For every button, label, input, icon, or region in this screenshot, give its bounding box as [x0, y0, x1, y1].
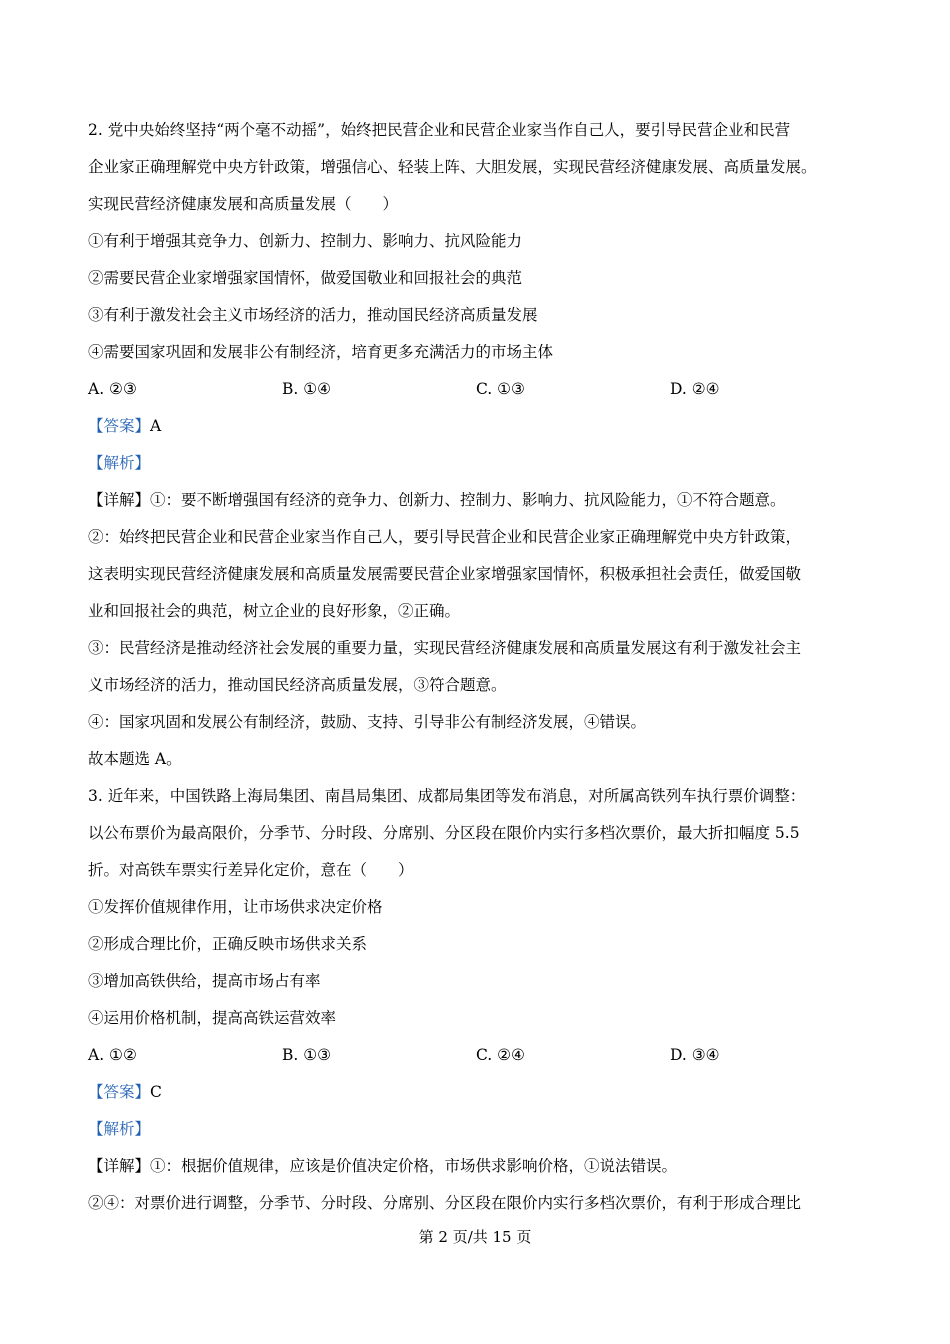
q3-detail-line-2: ②④：对票价进行调整，分季节、分时段、分席别、分区段在限价内实行多档次票价，有利于形成合理比 — [88, 1194, 802, 1212]
q2-detail-line-1 — [88, 482, 868, 519]
q2-statement-1: ①有利于增强其竞争力、创新力、控制力、影响力、抗风险能力 — [88, 232, 523, 250]
q2-statement-3: ③有利于激发社会主义市场经济的活力，推动国民经济高质量发展 — [88, 306, 538, 324]
q3-statement-2: ②形成合理比价，正确反映市场供求关系 — [88, 935, 368, 953]
q2-detail-line-4: 业和回报社会的典范，树立企业的良好形象，②正确。 — [88, 602, 461, 620]
q3-option-d: D. ③④ — [670, 1046, 720, 1064]
q3-stem-line-2: 以公布票价为最高限价，分季节、分时段、分席别、分区段在限价内实行多档次票价，最大折扣幅度 5.5 — [88, 824, 800, 842]
q3-detail-text-1: ①：根据价值规律，应该是价值决定价格，市场供求影响价格，①说法错误。 — [150, 1157, 678, 1175]
q3-option-a: A. ①② — [88, 1046, 137, 1064]
page-number-footer: 第 2 页/共 15 页 — [418, 1228, 532, 1246]
q2-detail-line-7: ④：国家巩固和发展公有制经济，鼓励、支持、引导非公有制经济发展，④错误。 — [88, 713, 647, 731]
question-2 — [88, 112, 868, 778]
q3-answer-tag: 【答案】 — [88, 1083, 151, 1101]
q2-answer-tag: 【答案】 — [88, 417, 151, 435]
q3-statement-3: ③增加高铁供给，提高市场占有率 — [88, 972, 321, 990]
q2-detail-line-3: 这表明实现民营经济健康发展和高质量发展需要民营企业家增强家国情怀，积极承担社会责任，做爱国敬 — [88, 565, 802, 583]
q2-option-c: C. ①③ — [476, 380, 525, 398]
q2-stem-line-3: 实现民营经济健康发展和高质量发展（ ） — [88, 195, 399, 213]
q2-answer-line — [88, 408, 868, 445]
q2-analysis-tag: 【解析】 — [88, 454, 151, 472]
q3-detail-tag: 【详解】 — [88, 1157, 151, 1175]
q3-answer-line — [88, 1074, 868, 1111]
q3-answer-value: C — [150, 1083, 162, 1101]
q2-statement-2: ②需要民营企业家增强家国情怀，做爱国敬业和回报社会的典范 — [88, 269, 523, 287]
q3-option-b: B. ①③ — [282, 1046, 332, 1064]
q2-statement-4: ④需要国家巩固和发展非公有制经济，培育更多充满活力的市场主体 — [88, 343, 554, 361]
q3-stem-line-3: 折。对高铁车票实行差异化定价，意在（ ） — [88, 861, 414, 879]
q2-analysis-line — [88, 445, 868, 482]
page-content — [88, 112, 868, 1222]
question-3 — [88, 778, 868, 1222]
q2-detail-line-5: ③：民营经济是推动经济社会发展的重要力量，实现民营经济健康发展和高质量发展这有利于激发社会主 — [88, 639, 802, 657]
q3-options — [88, 1037, 868, 1074]
q3-stem-line-1: 3. 近年来，中国铁路上海局集团、南昌局集团、成都局集团等发布消息，对所属高铁列车执行票价调整： — [88, 787, 806, 805]
q2-options — [88, 371, 868, 408]
q2-detail-text-1: ①：要不断增强国有经济的竞争力、创新力、控制力、影响力、抗风险能力，①不符合题意。 — [150, 491, 786, 509]
q2-conclusion: 故本题选 A。 — [88, 750, 182, 768]
q3-statement-4: ④运用价格机制，提高高铁运营效率 — [88, 1009, 337, 1027]
q3-statement-1: ①发挥价值规律作用，让市场供求决定价格 — [88, 898, 383, 916]
q3-analysis-line — [88, 1111, 868, 1148]
q2-answer-value: A — [150, 417, 162, 435]
q2-option-b: B. ①④ — [282, 380, 332, 398]
q2-detail-line-6: 义市场经济的活力，推动国民经济高质量发展，③符合题意。 — [88, 676, 507, 694]
q2-stem-line-1: 2. 党中央始终坚持“两个毫不动摇”，始终把民营企业和民营企业家当作自己人，要引导民营企业和民营 — [88, 121, 791, 139]
q3-option-c: C. ②④ — [476, 1046, 525, 1064]
q2-option-d: D. ②④ — [670, 380, 720, 398]
q3-detail-line-1 — [88, 1148, 868, 1185]
q2-detail-tag: 【详解】 — [88, 491, 151, 509]
q2-option-a: A. ②③ — [88, 380, 137, 398]
q2-stem-line-2: 企业家正确理解党中央方针政策，增强信心、轻装上阵、大胆发展，实现民营经济健康发展、高质量发展。 — [88, 158, 817, 176]
q2-detail-line-2: ②：始终把民营企业和民营企业家当作自己人，要引导民营企业和民营企业家正确理解党中央方针政策， — [88, 528, 802, 546]
q3-analysis-tag: 【解析】 — [88, 1120, 151, 1138]
